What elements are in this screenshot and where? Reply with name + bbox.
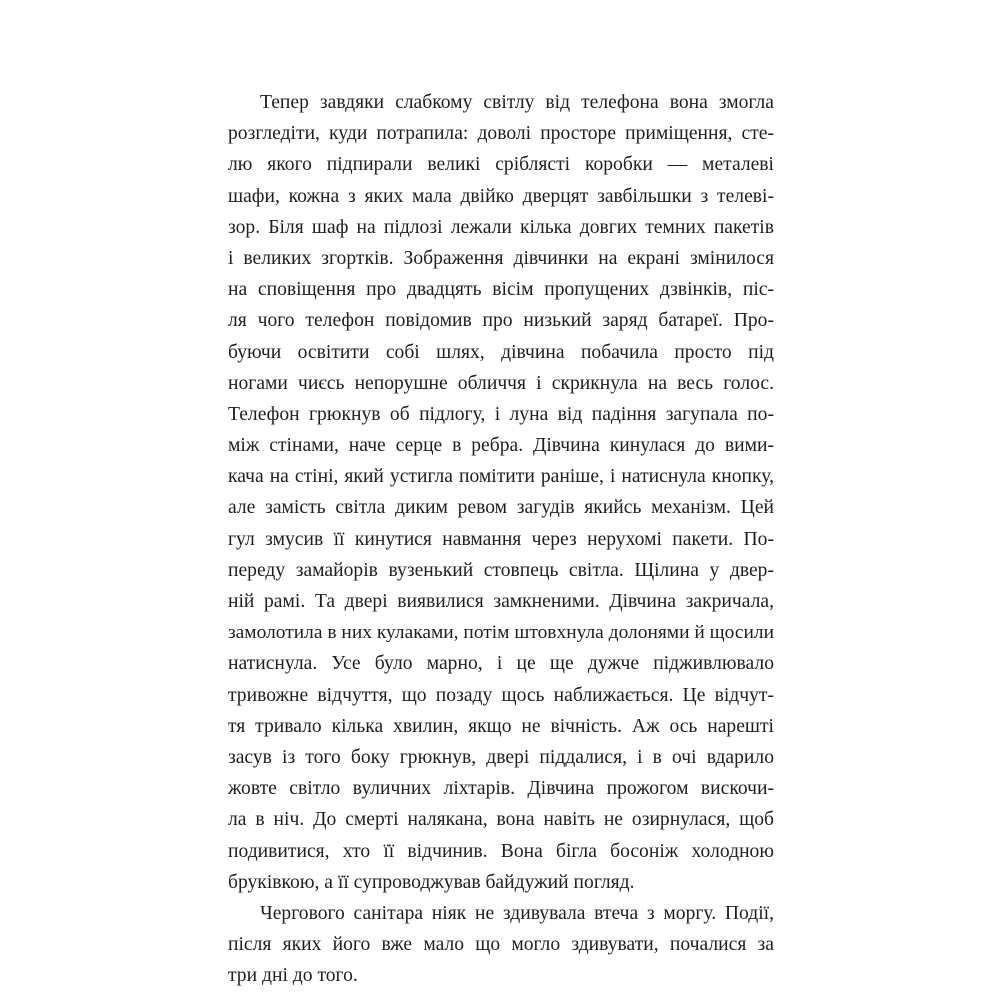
text-line: ній рамі. Та двері виявилися замкненими. Дівчина закричала, <box>228 591 774 612</box>
paragraph-2 <box>228 898 774 992</box>
text-line: на сповіщення про двадцять вісім пропущених дзвінків, піс- <box>228 279 774 301</box>
body-text <box>228 87 774 991</box>
text-line: шафи, кожна з яких мала двійко дверцят завбільшки з телеві- <box>228 185 774 207</box>
text-line: три дні до того. <box>228 965 358 987</box>
text-line: між стінами, наче серце в ребра. Дівчина кинулася до вими- <box>228 435 774 457</box>
text-line: лю якого підпирали великі сріблясті коробки — металеві <box>228 154 774 176</box>
text-line: Чергового санітара ніяк не здивувала втеча з моргу. Події, <box>260 902 774 924</box>
text-line: тривожне відчуття, що позаду щось наближається. Це відчут- <box>228 684 774 706</box>
text-line: Телефон грюкнув об підлогу, і луна від падіння загупала по- <box>228 403 774 425</box>
text-line: ногами чиєсь непорушне обличчя і скрикнула на весь голос. <box>228 372 774 394</box>
text-line: кача на стіні, який устигла помітити раніше, і натиснула кнопку, <box>228 466 774 488</box>
text-line: розгледіти, куди потрапила: доволі просторе приміщення, сте- <box>228 123 774 145</box>
text-line: ла в ніч. До смерті налякана, вона навіть не озирнулася, щоб <box>228 809 774 831</box>
text-line: бруківкою, а її супроводжував байдужий погляд. <box>228 871 635 893</box>
text-line: але замість світла диким ревом загудів якийсь механізм. Цей <box>228 497 774 519</box>
text-line: переду замайорів вузенький стовпець світла. Щілина у двер- <box>228 559 774 581</box>
paragraph-1 <box>228 87 774 898</box>
text-line: Тепер завдяки слабкому світлу від телефона вона змогла <box>260 92 774 113</box>
text-line: подивитися, хто її відчинив. Вона бігла босоніж холодною <box>228 840 774 862</box>
text-line: після яких його вже мало що могло здивувати, почалися за <box>228 934 774 956</box>
text-line: замолотила в них кулаками, потім штовхнула долонями й щосили <box>228 622 774 644</box>
text-line: зор. Біля шаф на підлозі лежали кілька довгих темних пакетів <box>228 216 774 238</box>
text-line: гул змусив її кинутися навмання через нерухомі пакети. По- <box>228 528 774 550</box>
text-line: жовте світло вуличних ліхтарів. Дівчина прожогом вискочи- <box>228 778 774 800</box>
text-line: ля чого телефон повідомив про низький заряд батареї. Про- <box>228 310 774 332</box>
text-line: тя тривало кілька хвилин, якщо не вічність. Аж ось нарешті <box>228 715 774 737</box>
text-line: засув із того боку грюкнув, двері піддалися, і в очі вдарило <box>228 746 774 768</box>
text-line: натиснула. Усе було марно, і це ще дужче підживлювало <box>228 653 774 675</box>
text-line: буючи освітити собі шлях, дівчина побачила просто під <box>228 341 774 363</box>
text-line: і великих згортків. Зображення дівчинки на екрані змінилося <box>228 247 774 269</box>
